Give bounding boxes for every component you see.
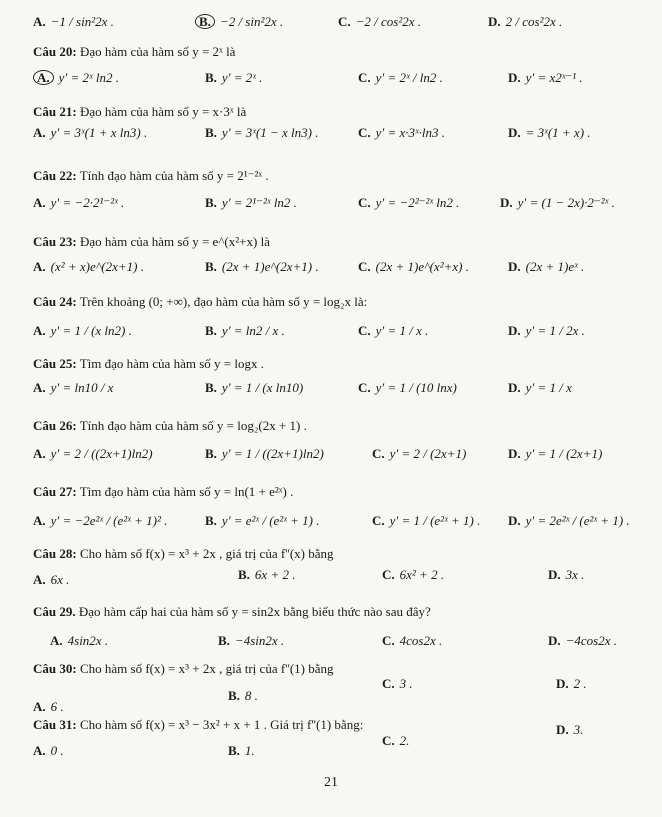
q28-option-b: B. 6x + 2 . (238, 567, 296, 582)
q30-option-c: C. 3 . (382, 676, 413, 691)
q22-option-a: A. y' = −2·2¹⁻²ˣ . (33, 195, 125, 210)
q28-option-c: C. 6x² + 2 . (382, 567, 445, 582)
q27-option-d: D. y' = 2e²ˣ / (e²ˣ + 1) . (508, 513, 630, 528)
q29-option-a: A. 4sin2x . (50, 633, 109, 648)
q29-option-b: B. −4sin2x . (218, 633, 285, 648)
q30-option-d: D. 2 . (556, 676, 587, 691)
q19-option-d: D. 2 / cos²2x . (488, 14, 563, 29)
q20-option-d: D. y' = x2ˣ⁻¹ . (508, 70, 583, 85)
q31-option-d: D. 3. (556, 722, 584, 737)
q21-option-b: B. y' = 3ˣ(1 − x ln3) . (205, 125, 319, 140)
q23-option-a: A. (x² + x)e^(2x+1) . (33, 259, 144, 274)
q20-option-a: A. y' = 2ˣ ln2 . (33, 70, 119, 86)
q21-option-d: D. = 3ˣ(1 + x) . (508, 125, 591, 140)
q25-option-a: A. y' = ln10 / x (33, 380, 114, 395)
q24-option-b: B. y' = ln2 / x . (205, 323, 285, 338)
q26-option-a: A. y' = 2 / ((2x+1)ln2) (33, 446, 153, 461)
q26-option-d: D. y' = 1 / (2x+1) (508, 446, 603, 461)
q25-option-d: D. y' = 1 / x (508, 380, 572, 395)
q24-option-a: A. y' = 1 / (x ln2) . (33, 323, 132, 338)
q20-option-c: C. y' = 2ˣ / ln2 . (358, 70, 443, 85)
q22-option-b: B. y' = 2¹⁻²ˣ ln2 . (205, 195, 297, 210)
q26-option-b: B. y' = 1 / ((2x+1)ln2) (205, 446, 324, 461)
q23-option-b: B. (2x + 1)e^(2x+1) . (205, 259, 319, 274)
q31-option-b: B. 1. (228, 743, 255, 758)
q25-option-b: B. y' = 1 / (x ln10) (205, 380, 304, 395)
q23-option-d: D. (2x + 1)eˣ . (508, 259, 585, 274)
q30-option-b: B. 8 . (228, 688, 258, 703)
q20-option-b: B. y' = 2ˣ . (205, 70, 263, 85)
worksheet-page: A. −1 / sin²2x . B. −2 / sin²2x . C. −2 / cos²2x . D. 2 / cos²2x . Câu 20: Đạo hàm của hàm số y = 2ˣ là A. y' = 2ˣ ln2 . B. y' = 2ˣ . C. y' = 2ˣ / ln2 . D. y' = x2ˣ⁻¹ . Câu 21: Đạo hàm của hàm số y = x·3ˣ là A. y' = 3ˣ(1 + x ln3) . B. y' = 3ˣ(1 − x ln3) . C. y' = x·3ˣ·ln3 . D. = 3ˣ(1 + x) . Câu 22: Tính đạo hàm của hàm số y = 2¹⁻²ˣ . A. y' = −2·2¹⁻²ˣ . B. y' = 2¹⁻²ˣ ln2 . C. y' = −2²⁻²ˣ ln2 . D. y' = (1 − 2x)·2⁻²ˣ . Câu 23: Đạo hàm của hàm số y = e^(x²+x) là A. (x² + x)e^(2x+1) . B. (2x + 1)e^(2x+1) . C. (2x + 1)e^(x²+x) . D. (2x + 1)eˣ . Câu 24: Trên khoảng (0; +∞), đạo hàm của hàm số y = log₂x là: A. y' = 1 / (x ln2) . B. y' = ln2 / x . C. y' = 1 / x . D. y' = 1 / 2x . Câu 25: Tìm đạo hàm của hàm số y = logx . A. y' = ln10 / x B. y' = 1 / (x ln10) C. y' = 1 / (10 lnx) D. y' = 1 / x Câu 26: Tính đạo hàm của hàm số y = log₂(2x + 1) . A. y' = 2 / ((2x+1)ln2) B. y' = 1 / ((2x+1)ln2) C. y' = 2 / (2x+1) D. y' = 1 / (2x+1) Câu 27: Tìm đạo hàm của hàm số y = ln(1 + e²ˣ) . A. y' = −2e²ˣ / (e²ˣ + 1)² . B. y' = e²ˣ / (e²ˣ + 1) . C. y' = 1 / (e²ˣ + 1) . D. y' = 2e²ˣ / (e²ˣ + 1) . Câu 28: Cho hàm số f(x) = x³ + 2x , giá trị của f''(x) bằng B. 6x + 2 . C. 6x² + 2 . D. 3x . A. 6x . Câu 29. Đạo hàm cấp hai của hàm số y = sin2x bằng biểu thức nào sau đây? A. 4sin2x . B. −4sin2x . C. 4cos2x . D. −4cos2x . Câu 30: Cho hàm số f(x) = x³ + 2x , giá trị của f''(1) bằng C. 3 . D. 2 . B. 8 . A. 6 . Câu 31: Cho hàm số f(x) = x³ − 3x² + x + 1 . Giá trị f''(1) bằng: D. 3. C. 2. A. 0 . B. 1. 21 (0, 0, 662, 817)
q23-option-c: C. (2x + 1)e^(x²+x) . (358, 259, 469, 274)
q19-option-a: A. −1 / sin²2x . (33, 14, 114, 29)
q21-option-c: C. y' = x·3ˣ·ln3 . (358, 125, 446, 140)
q28-option-a: A. 6x . (33, 572, 70, 587)
q22-option-d: D. y' = (1 − 2x)·2⁻²ˣ . (500, 195, 615, 210)
q19-option-b: B. −2 / sin²2x . (195, 14, 283, 30)
q22-option-c: C. y' = −2²⁻²ˣ ln2 . (358, 195, 460, 210)
q29-option-c: C. 4cos2x . (382, 633, 443, 648)
q21-option-a: A. y' = 3ˣ(1 + x ln3) . (33, 125, 148, 140)
q29-option-d: D. −4cos2x . (548, 633, 618, 648)
q24-option-d: D. y' = 1 / 2x . (508, 323, 585, 338)
q19-option-c: C. −2 / cos²2x . (338, 14, 422, 29)
page-number: 21 (324, 775, 338, 790)
q25-option-c: C. y' = 1 / (10 lnx) (358, 380, 457, 395)
q28-option-d: D. 3x . (548, 567, 585, 582)
q27-option-c: C. y' = 1 / (e²ˣ + 1) . (372, 513, 481, 528)
q27-option-a: A. y' = −2e²ˣ / (e²ˣ + 1)² . (33, 513, 168, 528)
q27-option-b: B. y' = e²ˣ / (e²ˣ + 1) . (205, 513, 320, 528)
q24-option-c: C. y' = 1 / x . (358, 323, 429, 338)
q31-option-c: C. 2. (382, 733, 410, 748)
q30-option-a: A. 6 . (33, 699, 64, 714)
q31-option-a: A. 0 . (33, 743, 64, 758)
q26-option-c: C. y' = 2 / (2x+1) (372, 446, 467, 461)
